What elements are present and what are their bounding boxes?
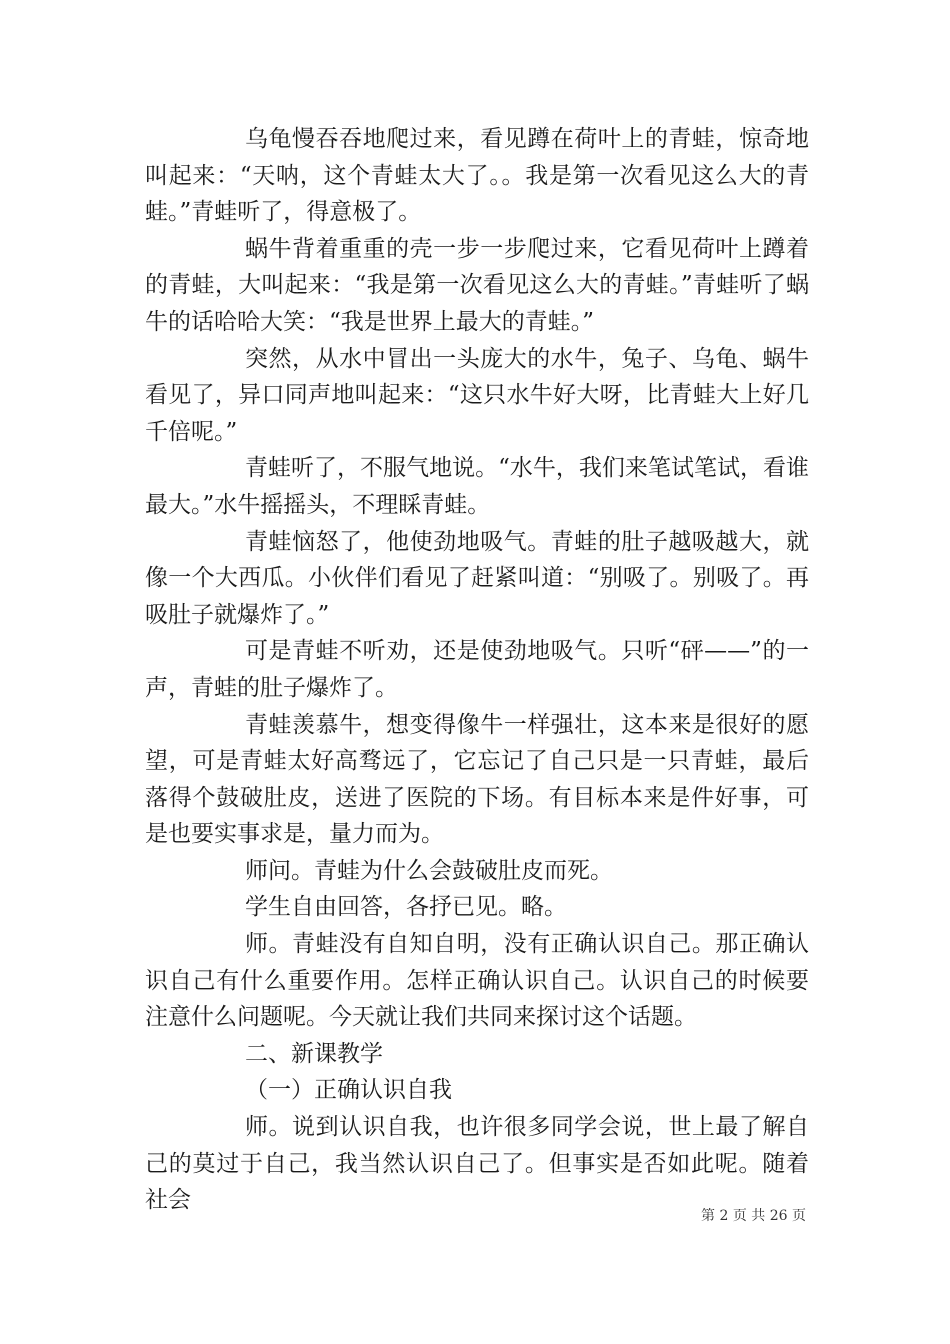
paragraph-student-answer: 学生自由回答，各抒已见。略。 bbox=[245, 894, 567, 921]
paragraph-frog-inflates: 青蛙恼怒了，他使劲地吸气。青蛙的肚子越吸越大，就像一个大西瓜。小伙伴们看见了赶紧叫道：“别吸了。别吸了。再吸肚子就爆炸了。” bbox=[145, 528, 809, 628]
paragraph-buffalo: 突然，从水中冒出一头庞大的水牛，兔子、乌龟、蜗牛看见了，异口同声地叫起来：“这只水牛好大呀，比青蛙大上好几千倍呢。” bbox=[145, 345, 809, 445]
paragraph-tortoise: 乌龟慢吞吞地爬过来，看见蹲在荷叶上的青蛙，惊奇地叫起来：“天呐，这个青蛙太大了。。我是第一次看见这么大的青蛙。”青蛙听了，得意极了。 bbox=[145, 126, 809, 226]
paragraph-teacher-explain: 师。说到认识自我，也许很多同学会说，世上最了解自己的莫过于自己，我当然认识自己了。但事实是否如此呢。随着社会 bbox=[145, 1114, 809, 1214]
page-number-footer: 第 2 页 共 26 页 bbox=[701, 1208, 806, 1224]
paragraph-snail: 蜗牛背着重重的壳一步一步爬过来，它看见荷叶上蹲着的青蛙，大叫起来：“我是第一次看见这么大的青蛙。”青蛙听了蜗牛的话哈哈大笑：“我是世界上最大的青蛙。” bbox=[145, 235, 809, 335]
paragraph-teacher-question: 师问。青蛙为什么会鼓破肚皮而死。 bbox=[245, 857, 613, 884]
section-heading-new-lesson: 二、新课教学 bbox=[245, 1040, 383, 1067]
subsection-heading-know-yourself: （一）正确认识自我 bbox=[245, 1077, 452, 1104]
paragraph-teacher-intro: 师。青蛙没有自知自明，没有正确认识自己。那正确认识自己有什么重要作用。怎样正确认识自己。认识自己的时候要注意什么问题呢。今天就让我们共同来探讨这个话题。 bbox=[145, 931, 809, 1031]
paragraph-frog-challenge: 青蛙听了，不服气地说。“水牛，我们来笔试笔试，看谁最大。”水牛摇摇头，不理睬青蛙。 bbox=[145, 455, 809, 518]
paragraph-moral: 青蛙羡慕牛，想变得像牛一样强壮，这本来是很好的愿望，可是青蛙太好高骛远了，它忘记了自己只是一只青蛙，最后落得个鼓破肚皮，送进了医院的下场。有目标本来是件好事，可是也要实事求是，量力而为。 bbox=[145, 711, 809, 848]
paragraph-frog-bursts: 可是青蛙不听劝，还是使劲地吸气。只听“砰——”的一声，青蛙的肚子爆炸了。 bbox=[145, 638, 809, 701]
document-body bbox=[145, 121, 809, 1219]
